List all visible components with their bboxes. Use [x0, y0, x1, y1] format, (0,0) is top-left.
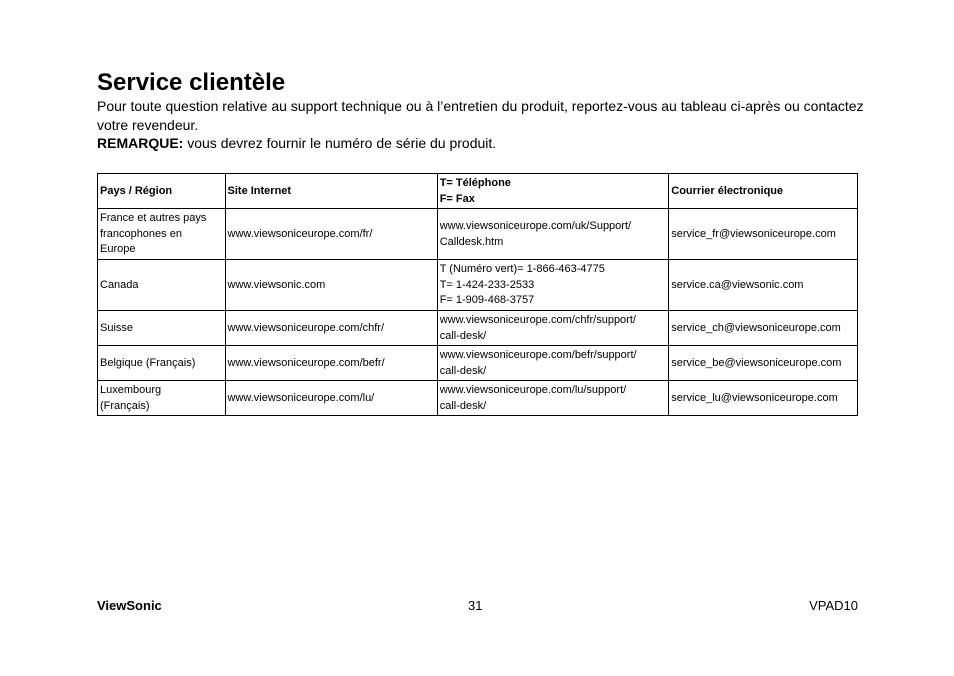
cell-country-line: France et autres pays: [100, 212, 207, 225]
cell-phone-line: T= 1-424-233-2533: [439, 278, 535, 291]
cell-phone: [437, 260, 669, 311]
cell-email: service_ch@viewsoniceurope.com: [669, 311, 858, 346]
header-email: Courrier électronique: [669, 174, 858, 209]
cell-phone-line: www.viewsoniceurope.com/chfr/support/: [439, 314, 636, 326]
support-table: [97, 173, 858, 416]
footer-page-number: 31: [468, 598, 483, 613]
cell-site: www.viewsoniceurope.com/befr/: [225, 346, 437, 381]
header-phone-line: T= Téléphone: [439, 177, 511, 189]
cell-email: service_fr@viewsoniceurope.com: [669, 209, 858, 260]
cell-phone: [437, 381, 669, 416]
cell-country-line: Suisse: [100, 321, 134, 334]
cell-country-line: Europe: [100, 243, 136, 256]
page-title: Service clientèle: [97, 69, 286, 96]
cell-phone-line: www.viewsoniceurope.com/lu/support/: [439, 384, 627, 396]
cell-country-line: Luxembourg: [100, 384, 162, 396]
cell-phone-line: call-desk/: [439, 399, 487, 412]
header-site: Site Internet: [225, 174, 437, 209]
table-row: [98, 381, 858, 416]
cell-country: [98, 346, 226, 381]
cell-phone-line: Calldesk.htm: [439, 235, 504, 248]
cell-phone-line: F= 1-909-468-3757: [439, 294, 535, 307]
table-row: [98, 311, 858, 346]
cell-country: [98, 381, 226, 416]
cell-email: service.ca@viewsonic.com: [669, 260, 858, 311]
cell-country-line: francophones en: [100, 227, 182, 240]
cell-country-line: Canada: [100, 278, 139, 291]
cell-phone: [437, 311, 669, 346]
table-row: [98, 260, 858, 311]
cell-email: service_be@viewsoniceurope.com: [669, 346, 858, 381]
table-header-row: [98, 174, 858, 209]
cell-country: [98, 311, 226, 346]
header-fax-line: F= Fax: [439, 192, 475, 205]
cell-site: www.viewsoniceurope.com/chfr/: [225, 311, 437, 346]
note-label: REMARQUE:: [97, 135, 184, 151]
cell-phone: [437, 346, 669, 381]
footer-brand: ViewSonic: [97, 598, 162, 613]
cell-phone-line: call-desk/: [439, 329, 487, 342]
cell-phone-line: call-desk/: [439, 364, 487, 377]
cell-country: [98, 209, 226, 260]
cell-site: www.viewsoniceurope.com/fr/: [225, 209, 437, 260]
cell-phone-line: www.viewsoniceurope.com/befr/support/: [439, 349, 637, 361]
cell-email: service_lu@viewsoniceurope.com: [669, 381, 858, 416]
header-phone: [437, 174, 669, 209]
cell-country-line: Belgique (Français): [100, 356, 196, 369]
cell-phone: [437, 209, 669, 260]
cell-site: www.viewsoniceurope.com/lu/: [225, 381, 437, 416]
cell-country: [98, 260, 226, 311]
cell-country-line: (Français): [100, 399, 150, 412]
table-row: [98, 209, 858, 260]
cell-phone-line: T (Numéro vert)= 1-866-463-4775: [439, 263, 605, 276]
header-country: Pays / Région: [98, 174, 226, 209]
intro-paragraph: Pour toute question relative au support technique ou à l’entretien du produit, reportez-vous au tableau ci-après ou contactez votre revendeur.: [97, 98, 864, 133]
table-row: [98, 346, 858, 381]
cell-site: www.viewsonic.com: [225, 260, 437, 311]
cell-phone-line: www.viewsoniceurope.com/uk/Support/: [439, 220, 632, 232]
note-paragraph: [97, 134, 496, 153]
note-text: vous devrez fournir le numéro de série du produit.: [183, 135, 497, 151]
footer-model: VPAD10: [809, 598, 858, 613]
